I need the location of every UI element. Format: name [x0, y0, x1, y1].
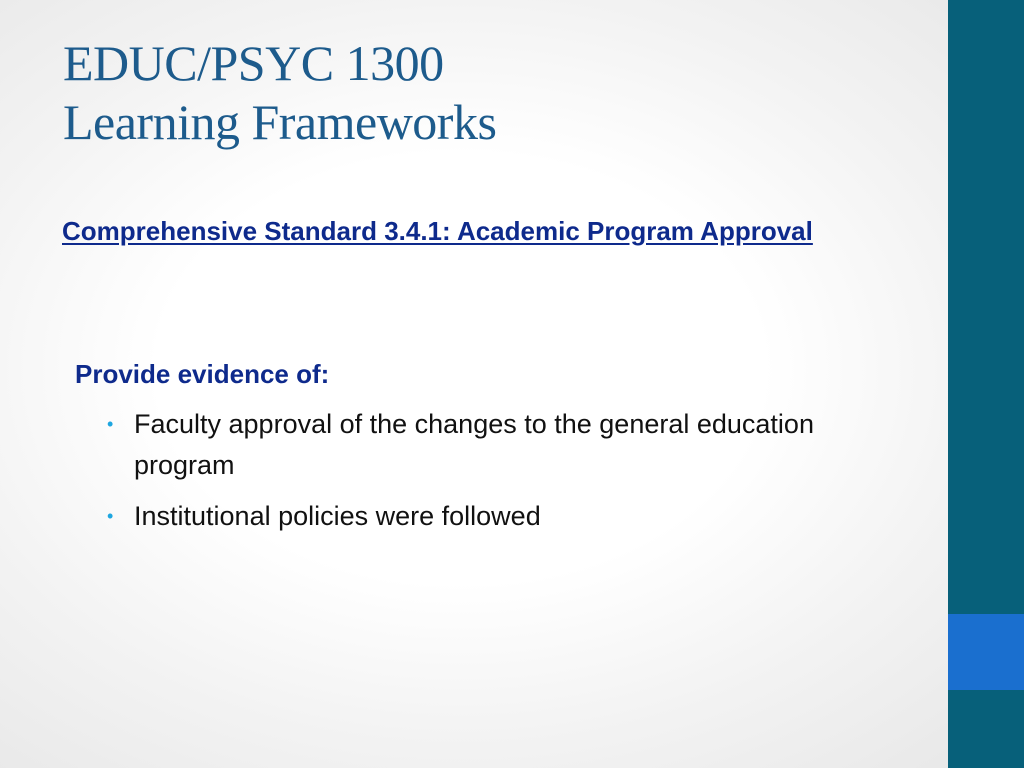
bullet-icon: • — [107, 506, 114, 526]
title-line-course: EDUC/PSYC 1300 — [63, 35, 444, 91]
sidebar-decoration — [948, 0, 1024, 768]
bullet-icon: • — [107, 414, 114, 434]
list-item-text: Institutional policies were followed — [134, 501, 541, 531]
list-item-text: Faculty approval of the changes to the general education program — [134, 409, 814, 480]
standard-heading: Comprehensive Standard 3.4.1: Academic Program Approval — [62, 216, 813, 246]
slide-title — [63, 34, 496, 152]
list-item — [107, 496, 827, 537]
list-item — [107, 404, 827, 486]
evidence-heading: Provide evidence of: — [75, 359, 330, 389]
evidence-list — [107, 404, 827, 547]
sidebar-accent-block — [948, 614, 1024, 690]
title-line-name: Learning Frameworks — [63, 94, 497, 150]
